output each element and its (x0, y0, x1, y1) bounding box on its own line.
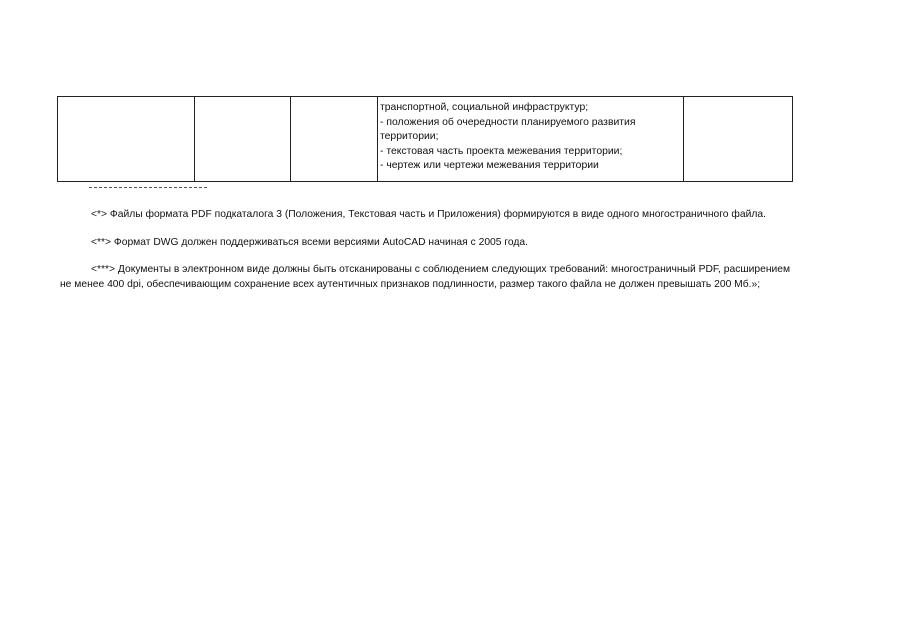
cell-text-line: - положения об очередности планируемого развития (380, 116, 636, 128)
footnote-line: <**> Формат DWG должен поддерживаться всеми версиями AutoCAD начиная с 2005 года. (91, 237, 528, 248)
table-cell-4 (378, 97, 684, 182)
footnote-line: <*> Файлы формата PDF подкаталога 3 (Положения, Текстовая часть и Приложения) формируются в виде одного многостраничного файла. (91, 209, 766, 220)
footnote-line: <***> Документы в электронном виде должны быть отсканированы с соблюдением следующих требований: многостраничный PDF, расширением (91, 264, 791, 275)
footnote-separator (89, 187, 207, 188)
cell-text-block (378, 97, 683, 174)
cell-text-line: транспортной, социальной инфраструктур; (380, 102, 589, 113)
table-cell-3 (291, 97, 378, 182)
table-row (58, 97, 793, 182)
footnote-2 (60, 235, 850, 250)
cell-text-line: - чертеж или чертежи межевания территории (380, 160, 599, 172)
requirements-table (57, 96, 793, 182)
table-cell-2 (195, 97, 291, 182)
footnote-1 (60, 207, 850, 222)
table-cell-5 (684, 97, 793, 182)
cell-text-line: территории; (380, 131, 439, 143)
cell-text-line: - текстовая часть проекта межевания территории; (380, 145, 623, 157)
footnote-3 (60, 262, 850, 292)
footnote-line: не менее 400 dpi, обеспечивающим сохранение всех аутентичных признаков подлинности, размер такого файла не должен превышать 200 Мб.»; (60, 279, 761, 290)
table-cell-1 (58, 97, 195, 182)
